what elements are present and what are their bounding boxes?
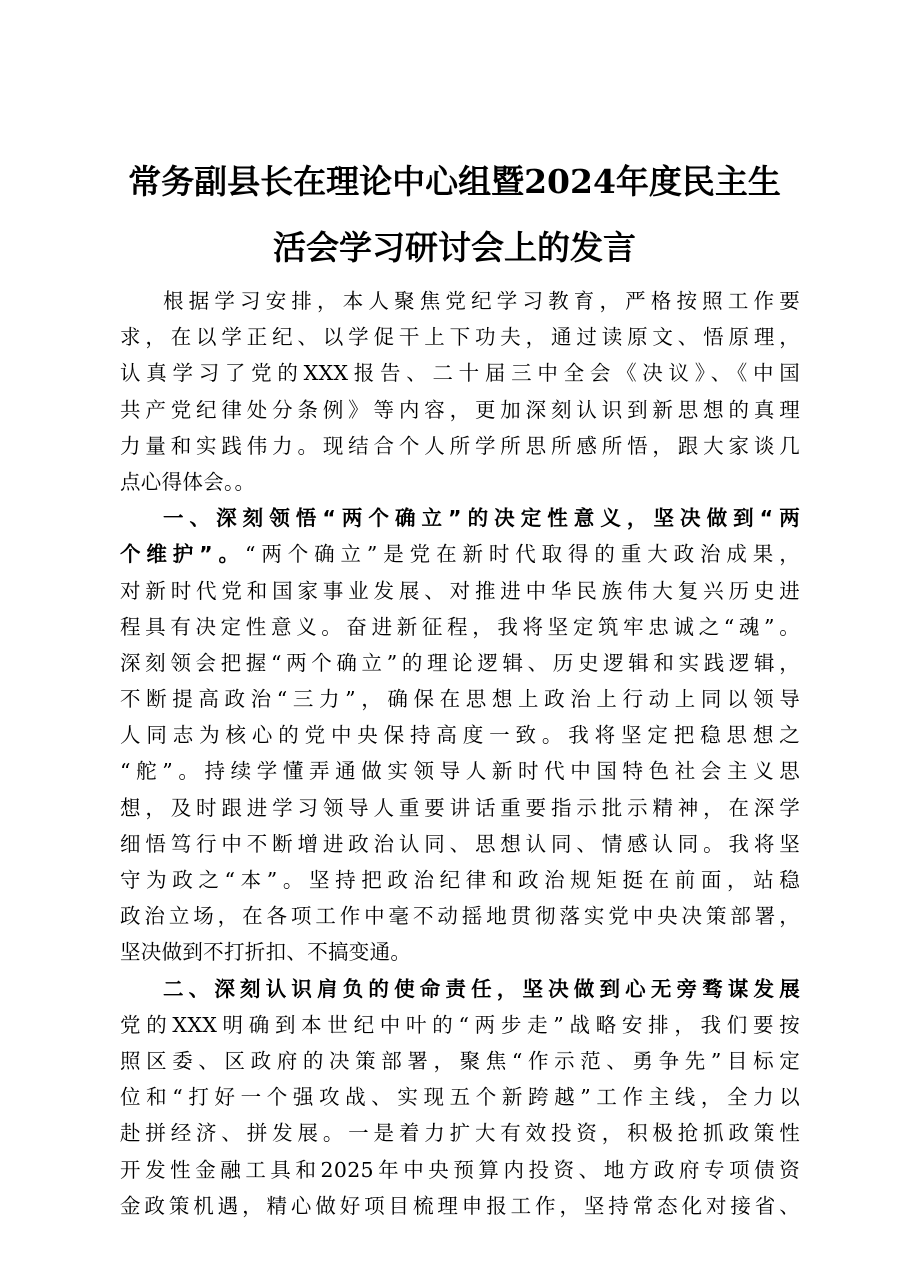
paragraph-line: 赴拼经济、拼发展。一是着力扩大有效投资，积极抢抓政策性 xyxy=(120,1121,800,1146)
paragraph-line: 开发性金融工具和2025年中央预算内投资、地方政府专项债资 xyxy=(120,1157,800,1182)
paragraph-line: 力量和实践伟力。现结合个人所学所思所感所悟，跟大家谈几 xyxy=(120,433,800,458)
paragraph-line: 程具有决定性意义。奋进新征程，我将坚定筑牢忠诚之“魂”。 xyxy=(120,614,800,639)
section-heading-1: 一、深刻领悟“两个确立”的决定性意义，坚决做到“两 xyxy=(163,506,800,531)
paragraph-line: 政治立场，在各项工作中毫不动摇地贯彻落实党中央决策部署， xyxy=(120,904,800,929)
paragraph-line: 对新时代党和国家事业发展、对推进中华民族伟大复兴历史进 xyxy=(120,578,800,603)
paragraph-line: 认真学习了党的XXX报告、二十届三中全会《决议》、《中国 xyxy=(120,361,800,386)
paragraph-line: 人同志为核心的党中央保持高度一致。我将坚定把稳思想之 xyxy=(120,723,800,748)
paragraph-line: 守为政之“本”。坚持把政治纪律和政治规矩挺在前面，站稳 xyxy=(120,868,800,892)
paragraph-line: 位和“打好一个强攻战、实现五个新跨越”工作主线，全力以 xyxy=(120,1085,800,1110)
paragraph-line: 金政策机遇，精心做好项目梳理申报工作，坚持常态化对接省、 xyxy=(120,1193,800,1218)
paragraph-line: “舵”。持续学懂弄通做实领导人新时代中国特色社会主义思 xyxy=(120,759,800,784)
paragraph-line xyxy=(120,536,800,572)
document-body xyxy=(120,283,800,1224)
paragraph-line: 求，在以学正纪、以学促干上下功夫，通过读原文、悟原理， xyxy=(120,325,800,350)
paragraph-line: 坚决做到不打折扣、不搞变通。 xyxy=(120,940,412,965)
paragraph-line: 细悟笃行中不断增进政治认同、思想认同、情感认同。我将坚 xyxy=(120,831,800,856)
paragraph-line: 深刻领会把握“两个确立”的理论逻辑、历史逻辑和实践逻辑， xyxy=(120,650,800,675)
section-heading-2: 二、深刻认识肩负的使命责任，坚决做到心无旁骛谋发展 xyxy=(163,976,800,1001)
document-title-line-2: 活会学习研讨会上的发言 xyxy=(273,228,636,267)
paragraph-line: 照区委、区政府的决策部署，聚焦“作示范、勇争先”目标定 xyxy=(120,1048,800,1073)
paragraph-line: 党的XXX明确到本世纪中叶的“两步走”战略安排，我们要按 xyxy=(120,1012,800,1037)
section-heading-1-continuation: 个维护”。 xyxy=(120,542,245,567)
paragraph-line: 根据学习安排，本人聚焦党纪学习教育，严格按照工作要 xyxy=(163,289,800,313)
paragraph-line: 想，及时跟进学习领导人重要讲话重要指示批示精神，在深学 xyxy=(120,795,800,820)
paragraph-line: 共产党纪律处分条例》等内容，更加深刻认识到新思想的真理 xyxy=(120,397,800,422)
paragraph-line: 点心得体会。。 xyxy=(120,469,256,494)
paragraph-line: 不断提高政治“三力”，确保在思想上政治上行动上同以领导 xyxy=(120,687,800,712)
document-title-line-1: 常务副县长在理论中心组暨2024年度民主生 xyxy=(128,162,781,201)
paragraph-line-text: “两个确立”是党在新时代取得的重大政治成果， xyxy=(244,542,800,567)
